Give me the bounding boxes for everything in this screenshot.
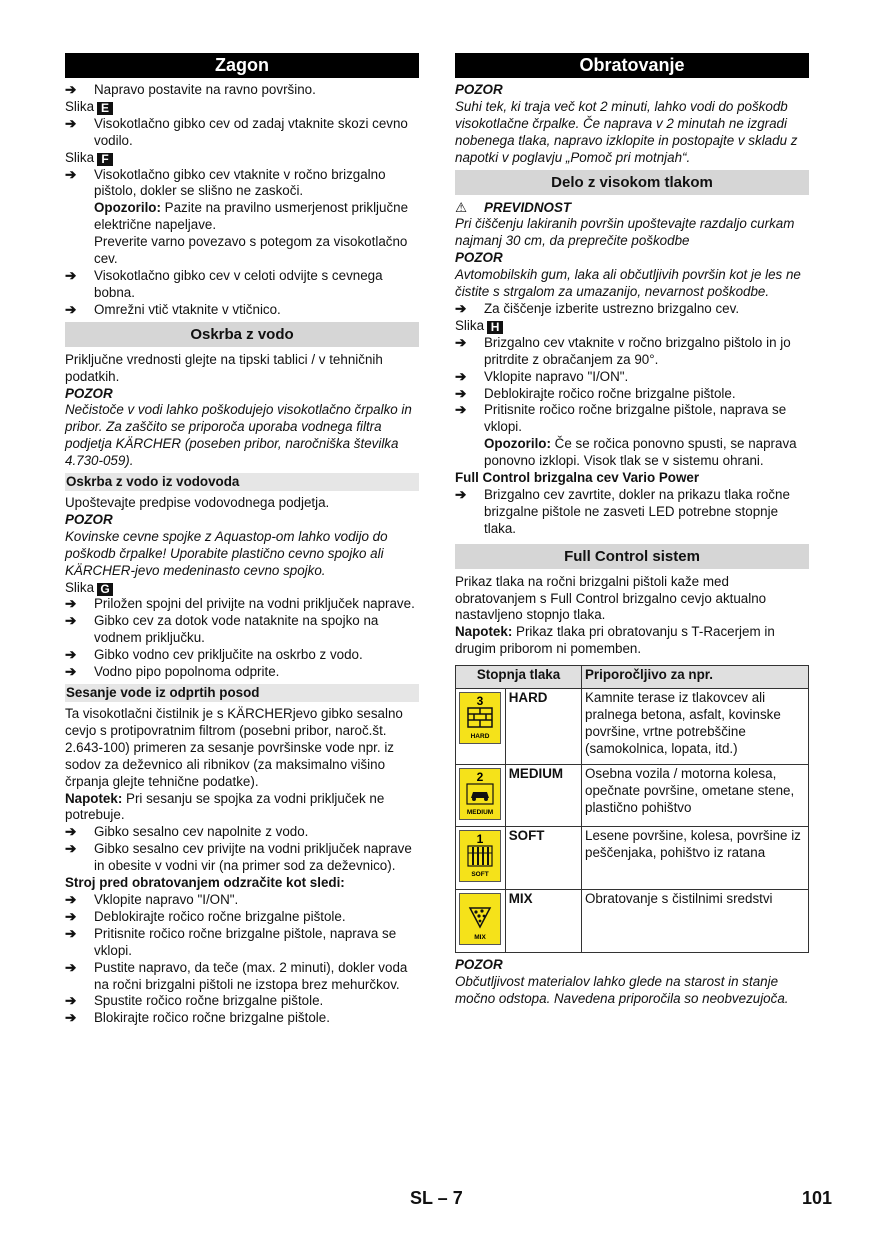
note — [455, 436, 809, 470]
figure-ref — [65, 99, 419, 116]
step-text: Deblokirajte ročico ročne brizgalne pištole. — [94, 908, 346, 924]
desc-cell: Obratovanje s čistilnimi sredstvi — [582, 890, 809, 953]
caution-text: Nečistoče v vodi lahko poškodujejo visokotlačno črpalko in pribor. Za zaščito se priporoča uporaba vodnega filtra podjetja KÄRCHER (poseben pribor, naročniška številka 4.730-059). — [65, 402, 412, 469]
caution-label: POZOR — [455, 250, 503, 266]
step-text: Gibko sesalno cev napolnite z vodo. — [94, 824, 309, 840]
arrow-icon: ➔ — [65, 891, 77, 907]
step-text: Pustite napravo, da teče (max. 2 minuti), dokler voda na ročni brizgalni pištoli ne izstopa brez mehurčkov. — [94, 959, 408, 992]
arrow-icon: ➔ — [455, 368, 467, 384]
section-title-fcs: Full Control sistem — [455, 544, 809, 569]
subsection-title-sesanje: Sesanje vode iz odprtih posod — [65, 684, 419, 702]
note-label: Opozorilo: — [94, 200, 161, 216]
section-title-delo: Delo z visokom tlakom — [455, 170, 809, 195]
caution-text: Kovinske cevne spojke z Aquastop-om lahko vodijo do poškodb črpalke! Uporabite plastično cevno spojko ali KÄRCHER-jevo medeninasto cevno spojko. — [65, 528, 388, 578]
arrow-icon: ➔ — [65, 908, 77, 924]
arrow-icon: ➔ — [65, 166, 77, 182]
table-row — [456, 827, 809, 890]
step — [65, 824, 419, 841]
step — [455, 369, 809, 386]
step-text: Vklopite napravo "I/ON". — [484, 368, 629, 384]
page-number: 101 — [802, 1188, 833, 1208]
icon-label: HARD — [470, 733, 490, 741]
pressure-hard-icon — [459, 692, 501, 744]
caution-heading — [455, 200, 809, 217]
step-text: Gibko cev za dotok vode nataknite na spojko na vodnem priključku. — [94, 613, 379, 646]
step — [65, 302, 419, 319]
arrow-icon: ➔ — [65, 613, 77, 629]
level-cell: MIX — [505, 890, 581, 953]
arrow-icon: ➔ — [65, 925, 77, 941]
level-cell: HARD — [505, 689, 581, 765]
figure-label: Slika — [65, 149, 95, 165]
caution-label: POZOR — [455, 957, 503, 973]
step-text: Pritisnite ročico ročne brizgalne pištole, naprava se vklopi. — [484, 402, 787, 435]
step — [65, 167, 419, 201]
spray-drop — [477, 915, 480, 918]
arrow-icon: ➔ — [65, 993, 77, 1009]
step-text: Visokotlačno gibko cev vtaknite v ročno brizgalno pištolo, dokler se slišno ne zaskoči. — [94, 166, 386, 199]
napotek — [455, 624, 809, 658]
note-label: Opozorilo: — [484, 436, 551, 452]
mix-icon-graphic — [460, 894, 500, 944]
arrow-icon: ➔ — [65, 301, 77, 317]
step — [65, 892, 419, 909]
subsection-title-vodovod: Oskrba z vodo iz vodovoda — [65, 473, 419, 491]
page-section-label: SL – 7 — [410, 1188, 463, 1208]
bold-heading: Full Control brizgalna cev Vario Power — [455, 470, 700, 486]
arrow-icon: ➔ — [65, 664, 77, 680]
left-column — [65, 53, 419, 1027]
level-cell: SOFT — [505, 827, 581, 890]
desc-cell: Osebna vozila / motorna kolesa, opečnate površine, ometane stene, plastično pohištvo — [582, 765, 809, 827]
right-column — [455, 53, 809, 1008]
napotek-label: Napotek: — [455, 624, 513, 640]
icon-cell — [456, 689, 506, 765]
arrow-icon: ➔ — [65, 267, 77, 283]
arrow-icon: ➔ — [65, 647, 77, 663]
table-row — [456, 689, 809, 765]
paragraph: Prikaz tlaka na ročni brizgalni pištoli kaže med obratovanjem s Full Control brizgalno cevjo aktualno nastavljeno stopnjo tlaka. — [455, 573, 767, 623]
step-text: Za čiščenje izberite ustrezno brizgalno cev. — [484, 300, 740, 316]
arrow-icon: ➔ — [455, 334, 467, 350]
figure-letter: E — [97, 102, 113, 115]
previdnost-label: PREVIDNOST — [484, 199, 572, 215]
figure-label: Slika — [65, 579, 95, 595]
step-text: Pritisnite ročico ročne brizgalne pištole, naprava se vklopi. — [94, 925, 397, 958]
figure-ref — [65, 150, 419, 167]
caution-text: Suhi tek, ki traja več kot 2 minuti, lahko vodi do poškodb visokotlačne črpalke. Če naprava v 2 minutah ne izgradi nobenega tlaka, napravo izklopite in postopajte v skladu z napotki v poglavju „Pomoč pri motnjah“. — [455, 98, 798, 165]
step-text: Gibko vodno cev priključite na oskrbo z vodo. — [94, 647, 363, 663]
step — [65, 647, 419, 664]
step — [65, 82, 419, 99]
figure-label: Slika — [65, 98, 95, 114]
arrow-icon: ➔ — [65, 841, 77, 857]
section-title-oskrba: Oskrba z vodo — [65, 322, 419, 347]
step — [65, 664, 419, 681]
step — [65, 909, 419, 926]
icon-label: MEDIUM — [466, 809, 494, 817]
caution-label: POZOR — [65, 511, 113, 527]
arrow-icon: ➔ — [65, 824, 77, 840]
arrow-icon: ➔ — [455, 385, 467, 401]
step-text: Napravo postavite na ravno površino. — [94, 82, 316, 97]
column-header: Stopnja tlaka — [456, 666, 582, 689]
spray-drop — [474, 911, 477, 914]
icon-number: 2 — [476, 770, 484, 785]
pressure-mix-icon — [459, 893, 501, 945]
napotek-label: Napotek: — [65, 790, 123, 806]
step — [455, 487, 809, 538]
spray-drop — [483, 915, 486, 918]
step — [455, 301, 809, 318]
spray-drop — [479, 920, 482, 923]
caution-text: Občutljivost materialov lahko glede na starost in stanje močno odstopa. Navedena priporočila so neobvezujoča. — [455, 974, 789, 1006]
paragraph: Priključne vrednosti glejte na tipski tablici / v tehničnih podatkih. — [65, 351, 383, 384]
note-text: Pazite na pravilno usmerjenost priključne električne napeljave. — [94, 200, 409, 233]
icon-cell — [456, 890, 506, 953]
step-text: Gibko sesalno cev privijte na vodni priključek naprave in obesite v vodni vir (na primer sod za deževnico). — [94, 841, 412, 874]
step — [65, 116, 419, 150]
step — [65, 960, 419, 994]
arrow-icon: ➔ — [65, 959, 77, 975]
napotek — [65, 791, 419, 825]
napotek-text: Prikaz tlaka pri obratovanju s T-Racerjem in drugim priborom ni pomemben. — [455, 624, 775, 657]
warning-icon: ⚠ — [455, 199, 468, 215]
step-text: Visokotlačno gibko cev v celoti odvijte s cevnega bobna. — [94, 267, 383, 300]
car-wheel — [472, 797, 476, 801]
icon-cell — [456, 827, 506, 890]
icon-number: 3 — [476, 694, 484, 709]
medium-icon-graphic — [460, 769, 500, 819]
step-text: Vklopite napravo "I/ON". — [94, 891, 239, 907]
arrow-icon: ➔ — [65, 1010, 77, 1026]
note — [65, 200, 419, 234]
step — [455, 386, 809, 403]
section-title-zagon: Zagon — [65, 53, 419, 78]
hard-icon-graphic — [460, 693, 500, 743]
caution-label: POZOR — [455, 82, 503, 97]
arrow-icon: ➔ — [65, 596, 77, 612]
step — [65, 1010, 419, 1027]
spray-cone — [470, 908, 490, 927]
paragraph: Ta visokotlačni čistilnik je s KÄRCHERjevo gibko sesalno cevjo s protipovratnim filtrom (posebni pribor, naroč.št. 2.643-100) primeren za sesanje površinske vode npr. iz sodov za deževnico ali ribnikov (za maksimalno višino črpanja glejte tehnične podatke). — [65, 706, 403, 789]
figure-label: Slika — [455, 317, 485, 333]
table-row — [456, 890, 809, 953]
table-header-row — [456, 666, 809, 689]
spray-drop — [480, 910, 483, 913]
step-text: Brizgalno cev vtaknite v ročno brizgalno pištolo in jo pritrdite z obračanjem za 90°. — [484, 334, 791, 367]
figure-ref — [455, 318, 809, 335]
step-text: Spustite ročico ročne brizgalne pištole. — [94, 993, 324, 1009]
table-row — [456, 765, 809, 827]
caution-label: POZOR — [65, 385, 113, 401]
car-wheel — [484, 797, 488, 801]
step — [455, 335, 809, 369]
bold-heading: Stroj pred obratovanjem odzračite kot sledi: — [65, 875, 345, 891]
caution-text: Pri čiščenju lakiranih površin upoštevajte razdaljo curkam najmanj 30 cm, da preprečite poškodbe — [455, 216, 795, 249]
step-text: Visokotlačno gibko cev od zadaj vtaknite skozi cevno vodilo. — [94, 115, 408, 148]
desc-cell: Kamnite terase iz tlakovcev ali pralnega betona, asfalt, kovinske površine, vrtne potrebščine (samokolnica, lopata, itd.) — [582, 689, 809, 765]
icon-number: 1 — [476, 832, 484, 847]
section-title-obratovanje: Obratovanje — [455, 53, 809, 78]
step-text: Vodno pipo popolnoma odprite. — [94, 664, 280, 680]
step-text: Blokirajte ročico ročne brizgalne pištole. — [94, 1010, 330, 1026]
napotek-text: Pri sesanju se spojka za vodni priključek ne potrebuje. — [65, 790, 385, 823]
pressure-medium-icon — [459, 768, 501, 820]
step-text: Omrežni vtič vtaknite v vtičnico. — [94, 301, 281, 317]
level-cell: MEDIUM — [505, 765, 581, 827]
paragraph: Upoštevajte predpise vodovodnega podjetja. — [65, 495, 330, 511]
step — [65, 613, 419, 647]
figure-letter: G — [97, 583, 113, 596]
arrow-icon: ➔ — [65, 82, 77, 97]
step-text: Deblokirajte ročico ročne brizgalne pištole. — [484, 385, 736, 401]
step — [65, 993, 419, 1010]
soft-icon-graphic — [460, 831, 500, 881]
desc-cell: Lesene površine, kolesa, površine iz peščenjaka, pohištvo iz ratana — [582, 827, 809, 890]
step — [65, 596, 419, 613]
step-text: Priložen spojni del privijte na vodni priključek naprave. — [94, 596, 415, 612]
figure-ref — [65, 580, 419, 597]
step — [455, 402, 809, 436]
arrow-icon: ➔ — [455, 402, 467, 418]
caution-text: Avtomobilskih gum, laka ali občutljivih površin kot je les ne čistite s strgalom za umazanijo, nevarnost poškodbe. — [455, 267, 801, 300]
icon-cell — [456, 765, 506, 827]
pressure-soft-icon — [459, 830, 501, 882]
arrow-icon: ➔ — [455, 486, 467, 502]
step — [65, 268, 419, 302]
note-text: Če se ročica ponovno spusti, se naprava ponovno izklopi. Visok tlak se v sistemu ohrani. — [484, 436, 797, 469]
pressure-table — [455, 665, 809, 953]
note-text-2: Preverite varno povezavo s potegom za visokotlačno cev. — [94, 234, 408, 267]
figure-letter: H — [487, 321, 503, 334]
icon-label: MIX — [474, 934, 486, 942]
step — [65, 841, 419, 875]
step-text: Brizgalno cev zavrtite, dokler na prikazu tlaka ročne brizgalne pištole ne zasveti LED potrebne stopnje tlaka. — [484, 486, 790, 536]
arrow-icon: ➔ — [455, 300, 467, 316]
arrow-icon: ➔ — [65, 115, 77, 131]
figure-letter: F — [97, 153, 113, 166]
icon-label: SOFT — [471, 871, 489, 879]
column-header: Priporočljivo za npr. — [582, 666, 809, 689]
step — [65, 926, 419, 960]
